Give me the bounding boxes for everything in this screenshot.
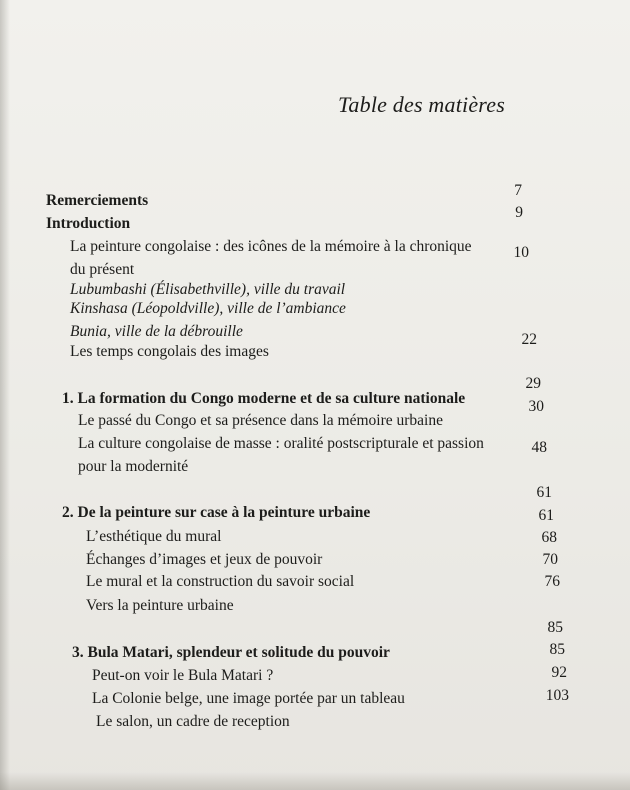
toc-chapter-2: 2. De la peinture sur case à la peinture urbaine xyxy=(62,504,371,521)
toc-entry-kinshasa: Kinshasa (Léopoldville), ville de l’ambiance xyxy=(70,300,346,317)
toc-page-introduction: 9 xyxy=(515,204,523,221)
page-gutter-shadow xyxy=(0,0,10,790)
toc-page-temps-congolais: 22 xyxy=(521,331,537,348)
toc-entry-salon-cadre: Le salon, un cadre de reception xyxy=(96,713,290,730)
toc-entry-culture-masse-cont: pour la modernité xyxy=(78,458,189,475)
toc-entry-temps-congolais: Les temps congolais des images xyxy=(70,343,269,360)
toc-entry-peinture-congolaise: La peinture congolaise : des icônes de la mémoire à la chronique xyxy=(70,238,472,255)
toc-entry-bunia: Bunia, ville de la débrouille xyxy=(70,323,243,340)
toc-page-passe-congo: 30 xyxy=(528,398,544,415)
toc-entry-passe-congo: Le passé du Congo et sa présence dans la mémoire urbaine xyxy=(78,412,443,429)
toc-chapter-1: 1. La formation du Congo moderne et de sa culture nationale xyxy=(62,390,466,407)
toc-page-remerciements: 7 xyxy=(514,182,522,199)
toc-entry-mural-construction: Le mural et la construction du savoir social xyxy=(86,573,355,590)
toc-page-chapter-2: 61 xyxy=(536,484,552,501)
toc-page-peinture-congolaise: 10 xyxy=(513,244,529,261)
toc-page-chapter-3: 85 xyxy=(547,619,563,636)
toc-entry-vers-peinture: Vers la peinture urbaine xyxy=(86,597,234,614)
toc-page-esthetique-mural: 61 xyxy=(538,507,554,524)
toc-page-salon-cadre: 103 xyxy=(545,687,569,704)
toc-page-voir-bula-matari: 85 xyxy=(549,641,565,658)
toc-title: Table des matières xyxy=(338,92,505,117)
toc-page-vers-peinture: 76 xyxy=(544,573,560,590)
toc-entry-esthetique-mural: L’esthétique du mural xyxy=(86,528,222,545)
toc-page-culture-masse: 48 xyxy=(531,439,547,456)
toc-entry-echanges-images: Échanges d’images et jeux de pouvoir xyxy=(86,551,323,568)
toc-page-echanges-images: 68 xyxy=(541,529,557,546)
toc-entry-culture-masse: La culture congolaise de masse : oralité postscripturale et passion xyxy=(78,435,484,452)
toc-page-colonie-belge: 92 xyxy=(551,664,567,681)
toc-chapter-3: 3. Bula Matari, splendeur et solitude du pouvoir xyxy=(72,644,390,661)
toc-entry-lubumbashi: Lubumbashi (Élisabethville), ville du travail xyxy=(70,281,346,298)
toc-page-mural-construction: 70 xyxy=(542,551,558,568)
page-bottom-shadow xyxy=(0,772,630,790)
toc-entry-remerciements: Remerciements xyxy=(46,192,149,209)
toc-page-chapter-1: 29 xyxy=(525,375,541,392)
toc-entry-peinture-congolaise-cont: du présent xyxy=(70,261,135,278)
toc-entry-colonie-belge: La Colonie belge, une image portée par un tableau xyxy=(92,690,405,707)
toc-entry-voir-bula-matari: Peut-on voir le Bula Matari ? xyxy=(92,667,274,684)
toc-entry-introduction: Introduction xyxy=(46,215,131,232)
